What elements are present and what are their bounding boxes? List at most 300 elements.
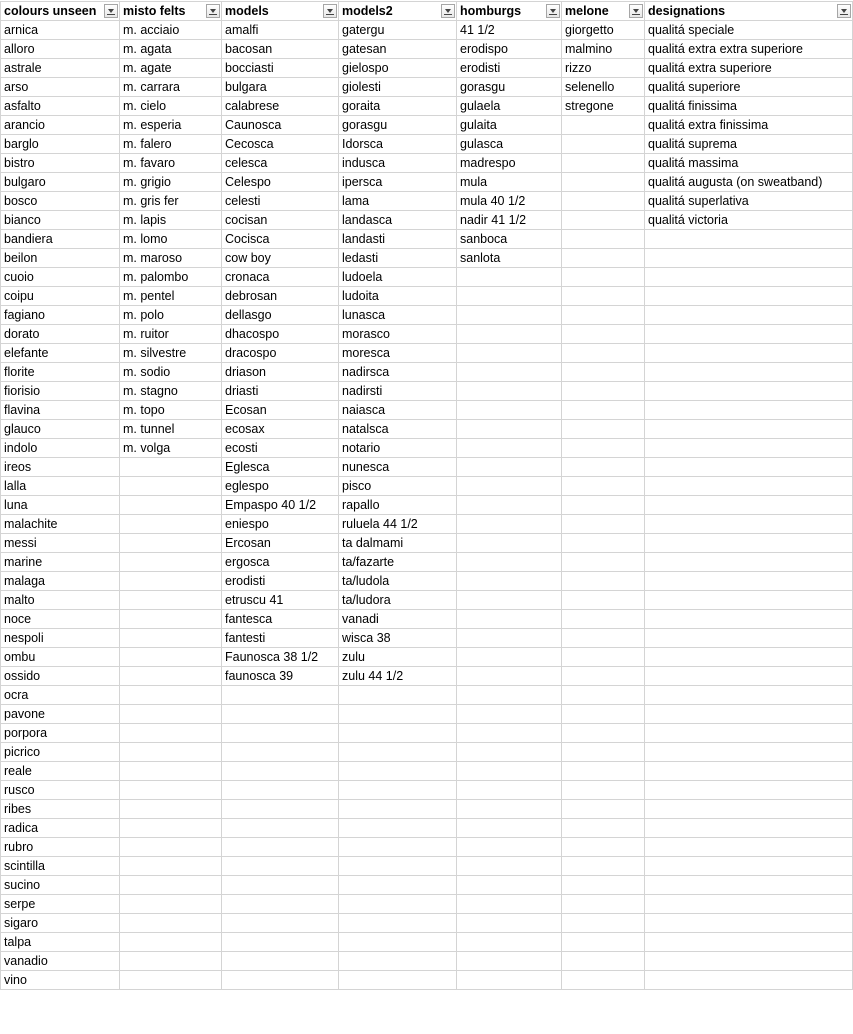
cell-designations[interactable]: qualitá extra superiore xyxy=(645,59,853,78)
cell-designations[interactable] xyxy=(645,724,853,743)
cell-colours-unseen[interactable]: bulgaro xyxy=(1,173,120,192)
cell-misto-felts[interactable] xyxy=(120,895,222,914)
cell-misto-felts[interactable] xyxy=(120,686,222,705)
cell-models2[interactable]: zulu 44 1/2 xyxy=(339,667,457,686)
cell-colours-unseen[interactable]: astrale xyxy=(1,59,120,78)
cell-colours-unseen[interactable]: nespoli xyxy=(1,629,120,648)
cell-designations[interactable] xyxy=(645,287,853,306)
cell-misto-felts[interactable]: m. volga xyxy=(120,439,222,458)
cell-colours-unseen[interactable]: reale xyxy=(1,762,120,781)
cell-models[interactable]: fantesti xyxy=(222,629,339,648)
cell-misto-felts[interactable]: m. topo xyxy=(120,401,222,420)
cell-designations[interactable] xyxy=(645,895,853,914)
cell-designations[interactable] xyxy=(645,363,853,382)
cell-designations[interactable] xyxy=(645,344,853,363)
cell-colours-unseen[interactable]: indolo xyxy=(1,439,120,458)
cell-models2[interactable]: lama xyxy=(339,192,457,211)
cell-models[interactable]: eniespo xyxy=(222,515,339,534)
cell-homburgs[interactable] xyxy=(457,686,562,705)
cell-homburgs[interactable] xyxy=(457,629,562,648)
cell-designations[interactable] xyxy=(645,610,853,629)
cell-misto-felts[interactable] xyxy=(120,933,222,952)
cell-homburgs[interactable]: gulasca xyxy=(457,135,562,154)
cell-homburgs[interactable]: madrespo xyxy=(457,154,562,173)
cell-homburgs[interactable]: erodispo xyxy=(457,40,562,59)
cell-colours-unseen[interactable]: marine xyxy=(1,553,120,572)
cell-colours-unseen[interactable]: sigaro xyxy=(1,914,120,933)
cell-misto-felts[interactable] xyxy=(120,515,222,534)
cell-misto-felts[interactable]: m. pentel xyxy=(120,287,222,306)
cell-designations[interactable] xyxy=(645,667,853,686)
cell-misto-felts[interactable]: m. lomo xyxy=(120,230,222,249)
cell-models2[interactable] xyxy=(339,895,457,914)
cell-homburgs[interactable] xyxy=(457,591,562,610)
cell-designations[interactable] xyxy=(645,439,853,458)
cell-colours-unseen[interactable]: ribes xyxy=(1,800,120,819)
column-header-colours-unseen[interactable] xyxy=(1,2,120,21)
cell-models2[interactable]: rapallo xyxy=(339,496,457,515)
cell-colours-unseen[interactable]: vanadio xyxy=(1,952,120,971)
cell-colours-unseen[interactable]: barglo xyxy=(1,135,120,154)
cell-colours-unseen[interactable]: bandiera xyxy=(1,230,120,249)
cell-melone[interactable] xyxy=(562,686,645,705)
cell-models2[interactable]: indusca xyxy=(339,154,457,173)
cell-designations[interactable] xyxy=(645,534,853,553)
cell-models2[interactable]: goraita xyxy=(339,97,457,116)
cell-melone[interactable] xyxy=(562,838,645,857)
cell-homburgs[interactable] xyxy=(457,952,562,971)
cell-models2[interactable]: ta/ludola xyxy=(339,572,457,591)
column-header-homburgs[interactable] xyxy=(457,2,562,21)
filter-dropdown-icon[interactable] xyxy=(629,4,643,18)
cell-homburgs[interactable] xyxy=(457,401,562,420)
cell-homburgs[interactable]: gulaela xyxy=(457,97,562,116)
cell-models2[interactable] xyxy=(339,952,457,971)
cell-misto-felts[interactable]: m. sodio xyxy=(120,363,222,382)
cell-models[interactable]: calabrese xyxy=(222,97,339,116)
cell-homburgs[interactable]: sanboca xyxy=(457,230,562,249)
cell-colours-unseen[interactable]: bianco xyxy=(1,211,120,230)
cell-models2[interactable]: Idorsca xyxy=(339,135,457,154)
cell-melone[interactable] xyxy=(562,192,645,211)
cell-models2[interactable]: gatesan xyxy=(339,40,457,59)
cell-melone[interactable] xyxy=(562,363,645,382)
cell-models[interactable]: Celespo xyxy=(222,173,339,192)
cell-designations[interactable] xyxy=(645,838,853,857)
cell-colours-unseen[interactable]: picrico xyxy=(1,743,120,762)
cell-models2[interactable] xyxy=(339,686,457,705)
cell-homburgs[interactable] xyxy=(457,667,562,686)
cell-misto-felts[interactable] xyxy=(120,648,222,667)
cell-designations[interactable]: qualitá suprema xyxy=(645,135,853,154)
cell-colours-unseen[interactable]: arnica xyxy=(1,21,120,40)
cell-models[interactable] xyxy=(222,724,339,743)
cell-colours-unseen[interactable]: rusco xyxy=(1,781,120,800)
column-header-melone[interactable] xyxy=(562,2,645,21)
cell-models[interactable] xyxy=(222,705,339,724)
cell-homburgs[interactable]: gorasgu xyxy=(457,78,562,97)
cell-models[interactable]: fantesca xyxy=(222,610,339,629)
cell-models2[interactable]: giolesti xyxy=(339,78,457,97)
cell-homburgs[interactable] xyxy=(457,496,562,515)
cell-melone[interactable] xyxy=(562,344,645,363)
cell-models[interactable]: Ercosan xyxy=(222,534,339,553)
cell-models2[interactable]: gatergu xyxy=(339,21,457,40)
cell-misto-felts[interactable] xyxy=(120,743,222,762)
cell-designations[interactable] xyxy=(645,572,853,591)
cell-models[interactable] xyxy=(222,914,339,933)
cell-homburgs[interactable] xyxy=(457,458,562,477)
cell-designations[interactable] xyxy=(645,382,853,401)
cell-melone[interactable] xyxy=(562,800,645,819)
cell-designations[interactable] xyxy=(645,496,853,515)
cell-colours-unseen[interactable]: pavone xyxy=(1,705,120,724)
cell-melone[interactable] xyxy=(562,933,645,952)
cell-misto-felts[interactable] xyxy=(120,876,222,895)
cell-models2[interactable]: natalsca xyxy=(339,420,457,439)
cell-models2[interactable]: ta/ludora xyxy=(339,591,457,610)
cell-models2[interactable]: morasco xyxy=(339,325,457,344)
cell-homburgs[interactable] xyxy=(457,914,562,933)
cell-designations[interactable]: qualitá speciale xyxy=(645,21,853,40)
cell-models[interactable]: cow boy xyxy=(222,249,339,268)
cell-melone[interactable] xyxy=(562,553,645,572)
cell-colours-unseen[interactable]: noce xyxy=(1,610,120,629)
cell-melone[interactable]: stregone xyxy=(562,97,645,116)
cell-models[interactable]: Eglesca xyxy=(222,458,339,477)
cell-melone[interactable]: malmino xyxy=(562,40,645,59)
cell-colours-unseen[interactable]: fagiano xyxy=(1,306,120,325)
cell-melone[interactable] xyxy=(562,325,645,344)
cell-models2[interactable]: lunasca xyxy=(339,306,457,325)
filter-dropdown-icon[interactable] xyxy=(323,4,337,18)
cell-colours-unseen[interactable]: elefante xyxy=(1,344,120,363)
cell-misto-felts[interactable]: m. ruitor xyxy=(120,325,222,344)
cell-designations[interactable] xyxy=(645,800,853,819)
cell-homburgs[interactable] xyxy=(457,781,562,800)
cell-models[interactable] xyxy=(222,971,339,990)
cell-models[interactable]: bocciasti xyxy=(222,59,339,78)
cell-models2[interactable] xyxy=(339,800,457,819)
cell-models[interactable] xyxy=(222,743,339,762)
cell-misto-felts[interactable] xyxy=(120,534,222,553)
cell-designations[interactable] xyxy=(645,857,853,876)
cell-colours-unseen[interactable]: fiorisio xyxy=(1,382,120,401)
cell-colours-unseen[interactable]: dorato xyxy=(1,325,120,344)
cell-melone[interactable] xyxy=(562,534,645,553)
cell-melone[interactable] xyxy=(562,211,645,230)
cell-homburgs[interactable] xyxy=(457,857,562,876)
cell-colours-unseen[interactable]: talpa xyxy=(1,933,120,952)
cell-homburgs[interactable] xyxy=(457,325,562,344)
cell-designations[interactable] xyxy=(645,933,853,952)
cell-homburgs[interactable] xyxy=(457,762,562,781)
cell-melone[interactable] xyxy=(562,116,645,135)
cell-colours-unseen[interactable]: radica xyxy=(1,819,120,838)
cell-misto-felts[interactable] xyxy=(120,724,222,743)
cell-colours-unseen[interactable]: ossido xyxy=(1,667,120,686)
cell-misto-felts[interactable] xyxy=(120,629,222,648)
cell-designations[interactable] xyxy=(645,553,853,572)
cell-models2[interactable]: moresca xyxy=(339,344,457,363)
cell-models[interactable]: debrosan xyxy=(222,287,339,306)
cell-homburgs[interactable] xyxy=(457,382,562,401)
cell-melone[interactable] xyxy=(562,952,645,971)
cell-designations[interactable] xyxy=(645,249,853,268)
cell-homburgs[interactable]: sanlota xyxy=(457,249,562,268)
cell-models2[interactable]: ta dalmami xyxy=(339,534,457,553)
cell-homburgs[interactable] xyxy=(457,933,562,952)
cell-models2[interactable]: nadirsca xyxy=(339,363,457,382)
cell-models2[interactable]: notario xyxy=(339,439,457,458)
cell-misto-felts[interactable]: m. palombo xyxy=(120,268,222,287)
cell-misto-felts[interactable] xyxy=(120,705,222,724)
cell-misto-felts[interactable]: m. carrara xyxy=(120,78,222,97)
cell-models2[interactable]: pisco xyxy=(339,477,457,496)
cell-colours-unseen[interactable]: cuoio xyxy=(1,268,120,287)
cell-misto-felts[interactable] xyxy=(120,610,222,629)
cell-melone[interactable] xyxy=(562,477,645,496)
cell-misto-felts[interactable]: m. silvestre xyxy=(120,344,222,363)
cell-designations[interactable] xyxy=(645,952,853,971)
cell-homburgs[interactable]: mula xyxy=(457,173,562,192)
cell-designations[interactable] xyxy=(645,325,853,344)
cell-colours-unseen[interactable]: scintilla xyxy=(1,857,120,876)
filter-dropdown-icon[interactable] xyxy=(546,4,560,18)
cell-misto-felts[interactable] xyxy=(120,667,222,686)
cell-homburgs[interactable] xyxy=(457,534,562,553)
filter-dropdown-icon[interactable] xyxy=(104,4,118,18)
cell-misto-felts[interactable]: m. stagno xyxy=(120,382,222,401)
cell-designations[interactable]: qualitá extra extra superiore xyxy=(645,40,853,59)
cell-models[interactable] xyxy=(222,857,339,876)
cell-misto-felts[interactable]: m. grigio xyxy=(120,173,222,192)
cell-misto-felts[interactable]: m. maroso xyxy=(120,249,222,268)
cell-models[interactable]: bulgara xyxy=(222,78,339,97)
cell-models[interactable]: dellasgo xyxy=(222,306,339,325)
cell-colours-unseen[interactable]: lalla xyxy=(1,477,120,496)
cell-designations[interactable] xyxy=(645,819,853,838)
cell-models[interactable]: etruscu 41 xyxy=(222,591,339,610)
cell-misto-felts[interactable] xyxy=(120,477,222,496)
cell-models2[interactable]: ludoela xyxy=(339,268,457,287)
cell-misto-felts[interactable] xyxy=(120,762,222,781)
cell-misto-felts[interactable] xyxy=(120,572,222,591)
cell-misto-felts[interactable]: m. gris fer xyxy=(120,192,222,211)
cell-designations[interactable] xyxy=(645,401,853,420)
cell-melone[interactable] xyxy=(562,268,645,287)
cell-models2[interactable] xyxy=(339,705,457,724)
cell-colours-unseen[interactable]: arso xyxy=(1,78,120,97)
cell-misto-felts[interactable] xyxy=(120,591,222,610)
cell-melone[interactable] xyxy=(562,154,645,173)
cell-misto-felts[interactable]: m. lapis xyxy=(120,211,222,230)
filter-dropdown-icon[interactable] xyxy=(837,4,851,18)
cell-misto-felts[interactable]: m. falero xyxy=(120,135,222,154)
column-header-models[interactable] xyxy=(222,2,339,21)
cell-models[interactable]: Ecosan xyxy=(222,401,339,420)
cell-designations[interactable] xyxy=(645,420,853,439)
cell-homburgs[interactable] xyxy=(457,819,562,838)
cell-models[interactable] xyxy=(222,762,339,781)
cell-misto-felts[interactable]: m. cielo xyxy=(120,97,222,116)
cell-designations[interactable] xyxy=(645,230,853,249)
cell-designations[interactable] xyxy=(645,515,853,534)
cell-models2[interactable]: naiasca xyxy=(339,401,457,420)
cell-models[interactable]: erodisti xyxy=(222,572,339,591)
cell-models2[interactable] xyxy=(339,724,457,743)
cell-misto-felts[interactable] xyxy=(120,914,222,933)
cell-homburgs[interactable]: nadir 41 1/2 xyxy=(457,211,562,230)
cell-models[interactable]: dhacospo xyxy=(222,325,339,344)
cell-designations[interactable] xyxy=(645,458,853,477)
cell-colours-unseen[interactable]: malto xyxy=(1,591,120,610)
cell-models[interactable]: eglespo xyxy=(222,477,339,496)
cell-models[interactable]: driason xyxy=(222,363,339,382)
cell-models[interactable]: cronaca xyxy=(222,268,339,287)
cell-melone[interactable] xyxy=(562,515,645,534)
cell-homburgs[interactable] xyxy=(457,306,562,325)
cell-homburgs[interactable] xyxy=(457,477,562,496)
cell-colours-unseen[interactable]: ombu xyxy=(1,648,120,667)
cell-designations[interactable] xyxy=(645,914,853,933)
cell-homburgs[interactable] xyxy=(457,553,562,572)
filter-dropdown-icon[interactable] xyxy=(441,4,455,18)
cell-colours-unseen[interactable]: bistro xyxy=(1,154,120,173)
cell-colours-unseen[interactable]: porpora xyxy=(1,724,120,743)
cell-homburgs[interactable] xyxy=(457,287,562,306)
cell-misto-felts[interactable] xyxy=(120,971,222,990)
cell-models[interactable]: dracospo xyxy=(222,344,339,363)
cell-designations[interactable] xyxy=(645,971,853,990)
cell-melone[interactable] xyxy=(562,306,645,325)
cell-models2[interactable]: zulu xyxy=(339,648,457,667)
cell-misto-felts[interactable]: m. agata xyxy=(120,40,222,59)
cell-misto-felts[interactable] xyxy=(120,819,222,838)
cell-colours-unseen[interactable]: glauco xyxy=(1,420,120,439)
cell-homburgs[interactable]: 41 1/2 xyxy=(457,21,562,40)
cell-models[interactable] xyxy=(222,933,339,952)
cell-designations[interactable]: qualitá superiore xyxy=(645,78,853,97)
cell-homburgs[interactable]: erodisti xyxy=(457,59,562,78)
cell-designations[interactable] xyxy=(645,762,853,781)
cell-models[interactable]: amalfi xyxy=(222,21,339,40)
column-header-designations[interactable] xyxy=(645,2,853,21)
cell-colours-unseen[interactable]: serpe xyxy=(1,895,120,914)
cell-models2[interactable]: nunesca xyxy=(339,458,457,477)
cell-models2[interactable]: wisca 38 xyxy=(339,629,457,648)
cell-designations[interactable] xyxy=(645,705,853,724)
cell-colours-unseen[interactable]: luna xyxy=(1,496,120,515)
cell-homburgs[interactable] xyxy=(457,420,562,439)
cell-colours-unseen[interactable]: alloro xyxy=(1,40,120,59)
filter-dropdown-icon[interactable] xyxy=(206,4,220,18)
cell-colours-unseen[interactable]: rubro xyxy=(1,838,120,857)
cell-designations[interactable] xyxy=(645,306,853,325)
cell-misto-felts[interactable]: m. esperia xyxy=(120,116,222,135)
cell-homburgs[interactable] xyxy=(457,800,562,819)
cell-melone[interactable] xyxy=(562,249,645,268)
cell-colours-unseen[interactable]: ireos xyxy=(1,458,120,477)
cell-misto-felts[interactable] xyxy=(120,838,222,857)
cell-designations[interactable] xyxy=(645,876,853,895)
cell-designations[interactable] xyxy=(645,686,853,705)
column-header-models2[interactable] xyxy=(339,2,457,21)
cell-melone[interactable] xyxy=(562,857,645,876)
cell-models2[interactable] xyxy=(339,933,457,952)
cell-models2[interactable] xyxy=(339,876,457,895)
cell-melone[interactable] xyxy=(562,496,645,515)
cell-models2[interactable] xyxy=(339,819,457,838)
cell-models2[interactable]: gorasgu xyxy=(339,116,457,135)
cell-homburgs[interactable] xyxy=(457,705,562,724)
cell-melone[interactable] xyxy=(562,572,645,591)
cell-designations[interactable] xyxy=(645,629,853,648)
cell-misto-felts[interactable]: m. acciaio xyxy=(120,21,222,40)
cell-melone[interactable] xyxy=(562,705,645,724)
cell-designations[interactable] xyxy=(645,648,853,667)
cell-colours-unseen[interactable]: flavina xyxy=(1,401,120,420)
cell-models[interactable] xyxy=(222,781,339,800)
cell-models[interactable]: bacosan xyxy=(222,40,339,59)
cell-melone[interactable] xyxy=(562,230,645,249)
cell-colours-unseen[interactable]: sucino xyxy=(1,876,120,895)
cell-misto-felts[interactable] xyxy=(120,781,222,800)
cell-designations[interactable]: qualitá extra finissima xyxy=(645,116,853,135)
cell-colours-unseen[interactable]: messi xyxy=(1,534,120,553)
cell-designations[interactable] xyxy=(645,781,853,800)
cell-designations[interactable] xyxy=(645,591,853,610)
cell-homburgs[interactable] xyxy=(457,876,562,895)
cell-colours-unseen[interactable]: beilon xyxy=(1,249,120,268)
cell-designations[interactable] xyxy=(645,477,853,496)
cell-models[interactable] xyxy=(222,895,339,914)
cell-melone[interactable] xyxy=(562,781,645,800)
cell-designations[interactable] xyxy=(645,743,853,762)
cell-colours-unseen[interactable]: ocra xyxy=(1,686,120,705)
cell-colours-unseen[interactable]: malaga xyxy=(1,572,120,591)
cell-melone[interactable] xyxy=(562,591,645,610)
cell-colours-unseen[interactable]: malachite xyxy=(1,515,120,534)
cell-models2[interactable]: ludoita xyxy=(339,287,457,306)
cell-melone[interactable] xyxy=(562,382,645,401)
cell-melone[interactable] xyxy=(562,173,645,192)
cell-models[interactable]: ecosax xyxy=(222,420,339,439)
cell-models2[interactable]: nadirsti xyxy=(339,382,457,401)
cell-colours-unseen[interactable]: bosco xyxy=(1,192,120,211)
cell-models2[interactable]: landasca xyxy=(339,211,457,230)
cell-homburgs[interactable] xyxy=(457,610,562,629)
cell-melone[interactable] xyxy=(562,724,645,743)
cell-melone[interactable] xyxy=(562,439,645,458)
cell-models2[interactable] xyxy=(339,857,457,876)
cell-melone[interactable]: selenello xyxy=(562,78,645,97)
cell-melone[interactable] xyxy=(562,420,645,439)
cell-melone[interactable] xyxy=(562,819,645,838)
cell-models2[interactable] xyxy=(339,743,457,762)
cell-models2[interactable] xyxy=(339,971,457,990)
cell-models[interactable] xyxy=(222,876,339,895)
cell-models[interactable]: driasti xyxy=(222,382,339,401)
cell-models[interactable]: Empaspo 40 1/2 xyxy=(222,496,339,515)
cell-homburgs[interactable] xyxy=(457,648,562,667)
cell-melone[interactable] xyxy=(562,743,645,762)
cell-models2[interactable]: ipersca xyxy=(339,173,457,192)
cell-models[interactable]: faunosca 39 xyxy=(222,667,339,686)
cell-misto-felts[interactable] xyxy=(120,857,222,876)
cell-models2[interactable]: ruluela 44 1/2 xyxy=(339,515,457,534)
cell-models2[interactable]: ledasti xyxy=(339,249,457,268)
